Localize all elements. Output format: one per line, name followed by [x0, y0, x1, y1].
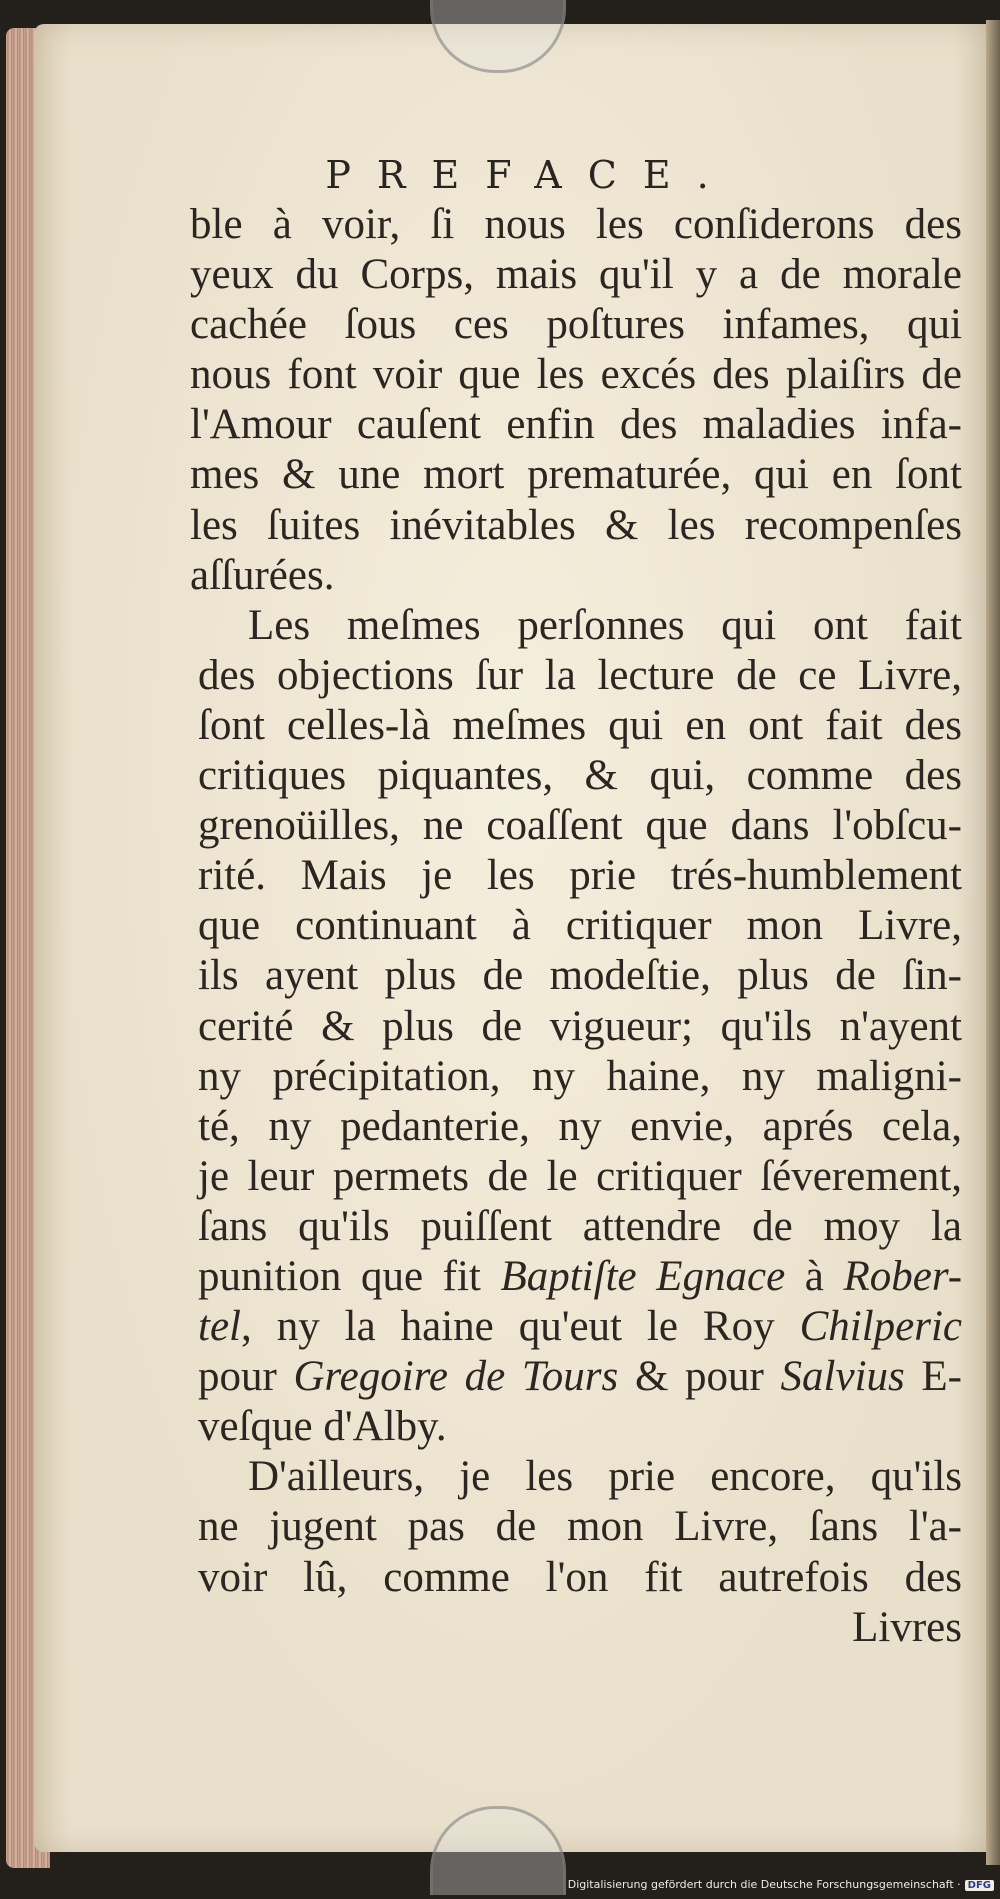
- text-line: l'Amour cauſent enfin des maladies infa-: [190, 401, 962, 449]
- dfg-logo: DFG: [965, 1880, 994, 1891]
- text-line: nous font voir que les excés des plaiſirs de: [190, 351, 962, 399]
- italic-name: Rober-: [843, 1252, 963, 1300]
- text-line: ble à voir, ſi nous les conſiderons des: [190, 201, 962, 248]
- paragraph-start-line: Les meſmes perſonnes qui ont fait: [248, 601, 962, 649]
- italic-name: Baptiſte Egnace: [500, 1252, 786, 1300]
- text-line: té, ny pedanterie, ny envie, aprés cela,: [198, 1102, 962, 1150]
- text-line: ne jugent pas de mon Livre, ſans l'a-: [198, 1503, 962, 1551]
- text-line: aſſurées.: [190, 551, 335, 599]
- text-run: punition que fit: [198, 1252, 501, 1300]
- italic-name: Chilperic: [799, 1303, 962, 1351]
- digitization-footer: [568, 1878, 994, 1891]
- text-line: veſque d'Alby.: [198, 1403, 447, 1451]
- running-head: PREFACE.: [325, 153, 735, 197]
- text-line: [190, 1252, 962, 1302]
- text-line: mes & une mort prematurée, qui en ſont: [190, 451, 962, 499]
- text-line: rité. Mais je les prie trés-humblement: [198, 852, 962, 900]
- text-line: yeux du Corps, mais qu'il y a de morale: [190, 251, 962, 299]
- body-text: [190, 200, 962, 1653]
- page-right-edge: [986, 20, 1000, 1865]
- text-run: à: [785, 1252, 844, 1300]
- italic-name: Gregoire de Tours: [293, 1353, 619, 1401]
- italic-name: tel: [198, 1303, 241, 1351]
- text-line: je leur permets de le critiquer ſéverement,: [198, 1152, 962, 1200]
- text-run: , ny la haine qu'eut le Roy: [240, 1303, 800, 1351]
- footer-text: Digitalisierung gefördert durch die Deutsche Forschungsgemeinschaft ·: [567, 1878, 961, 1891]
- italic-name: Salvius: [780, 1353, 905, 1401]
- text-line: ils ayent plus de modeſtie, plus de ſin-: [198, 952, 962, 1000]
- paragraph-start-line: D'ailleurs, je les prie encore, qu'ils: [248, 1453, 962, 1501]
- text-line: ny précipitation, ny haine, ny maligni-: [198, 1052, 962, 1100]
- text-line: grenoüilles, ne coaſſent que dans l'obſcu-: [198, 802, 962, 850]
- text-run: & pour: [618, 1353, 781, 1401]
- text-run: E-: [904, 1353, 962, 1401]
- text-line: critiques piquantes, & qui, comme des: [198, 752, 962, 800]
- text-line: que continuant à critiquer mon Livre,: [198, 902, 962, 950]
- text-line: [190, 1352, 962, 1402]
- catchword: Livres: [852, 1603, 962, 1651]
- text-run: pour: [198, 1353, 294, 1401]
- text-line: cerité & plus de vigueur; qu'ils n'ayent: [198, 1002, 962, 1050]
- text-line: voir lû, comme l'on fit autrefois des: [198, 1553, 962, 1601]
- text-line: ſont celles-là meſmes qui en ont fait des: [198, 701, 962, 749]
- text-line: cachée ſous ces poſtures infames, qui: [190, 301, 962, 349]
- text-line: les ſuites inévitables & les recompenſes: [190, 501, 962, 549]
- text-line: [190, 1302, 962, 1352]
- text-line: des objections ſur la lecture de ce Livre,: [198, 651, 962, 699]
- text-line: ſans qu'ils puiſſent attendre de moy la: [198, 1202, 962, 1250]
